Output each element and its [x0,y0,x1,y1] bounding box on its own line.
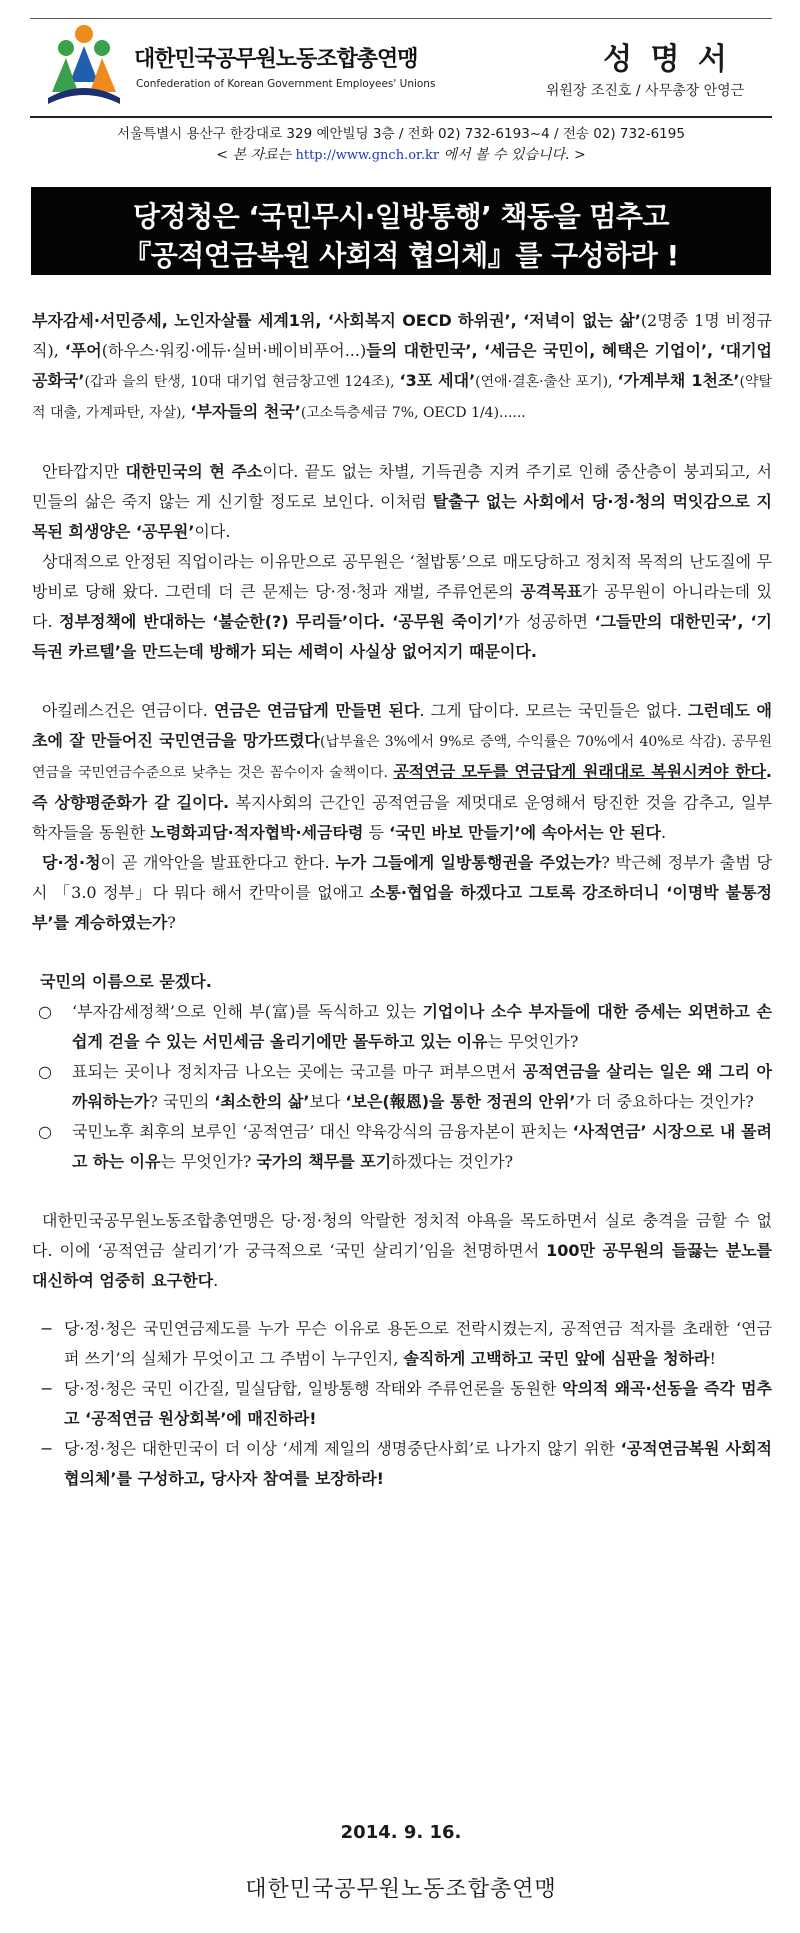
dash-bullet-icon: − [40,1379,54,1398]
text-span: (고소득층세금 7%, OECD 1/4)...... [300,405,526,421]
text-span: 공적연금을 살리는 일은 왜 그리 아까워하는가 [72,1062,772,1111]
text-span: 100만 공무원의 들끓는 분노를 대신하여 엄중히 요구한다 [32,1241,772,1290]
spacer [32,1296,772,1314]
text-span: 들의 대한민국’, [366,341,485,360]
text-span: ‘그들만의 대한민국’, ‘기득권 카르텔’을 만드는데 방해가 되는 세력이 사실상 없어지기 때문이다. [32,612,773,661]
signers: 위원장 조진호 / 사무총장 안영근 [545,83,745,99]
text-span: 부자감세·서민증세, 노인자살률 세계1위, ‘사회복지 OECD 하위권’, ‘저녁이 없는 삶’ [32,311,641,330]
text-span: . [213,1271,219,1290]
dash-bullet-icon: − [40,1319,54,1338]
text-span: ‘보은(報恩)을 통한 정권의 안위’ [345,1092,576,1111]
spacer [32,428,772,457]
paragraph-3 [32,547,772,667]
text-span: 당·정·청은 대한민국이 더 이상 ‘세계 제일의 생명중단사회’로 나가지 않기 위한 [64,1439,621,1458]
website-line [30,144,772,164]
text-span: 아킬레스건은 연금이다. [42,701,214,720]
text-span: (2명중 1명 비정규직), [32,311,772,360]
address-line: 서울특별시 용산구 한강대로 329 예안빌딩 3층 / 전화 02) 732-6193~4 / 전송 02) 732-6195 [117,126,685,142]
union-logo-icon [44,22,124,106]
spacer [32,938,772,967]
paragraph-4 [32,696,772,848]
text-span: (갑과 을의 탄생, 10대 대기업 현금창고엔 124조), [84,374,400,390]
text-span: 가 더 중요하다는 것인가? [575,1092,754,1111]
text-span: 당·정·청 [42,853,101,872]
questions-heading: 국민의 이름으로 묻겠다. [40,972,212,991]
text-span: 노령화괴담·적자협박·세금타령 [150,823,364,842]
text-span: ? 국민의 [149,1092,215,1111]
text-span: ? 박근혜 정부가 출범 당시 「3.0 정부」다 뭐다 해서 칸막이를 없애고 [32,853,772,902]
text-span: 그런데도 애초에 잘 만들어진 국민연금을 망가뜨렸다 [32,701,772,750]
text-span: ‘가계부채 1천조’ [617,371,740,390]
text-span: ‘부자들의 천국’ [190,402,301,421]
text-span: 정부정책에 반대하는 ‘불순한(?) 무리들’이다. ‘공무원 죽이기’ [59,612,505,631]
text-span: . 즉 상향평준화가 갈 길이다. [32,762,772,812]
text-span: ? [167,913,176,932]
statement-body [32,306,772,1494]
text-span: . [660,823,667,842]
circle-bullet-icon: ○ [38,1062,52,1081]
text-span: ‘부자감세정책’으로 인해 부(富)를 독식하고 있는 [72,1002,423,1021]
text-span: 가 성공하면 [504,612,595,631]
text-span: ‘3포 세대’ [399,371,476,390]
text-span: 연금은 연금답게 만들면 된다 [213,701,420,720]
demand-2 [32,1374,772,1434]
text-span: 공격목표 [520,582,583,601]
text-span: 기업이나 소수 부자들에 대한 증세는 외면하고 손쉽게 걷을 수 있는 서민세금 올리기에만 몰두하고 있는 이유 [72,1002,773,1051]
title-line-2: 『공적연금복원 사회적 협의체』를 구성하라 ! [123,239,679,272]
text-span: 국민노후 최후의 보루인 ‘공적연금’ 대신 약육강식의 금융자본이 판치는 [72,1122,573,1141]
text-span: (약탈적 대출, 가계파탄, 자살), [32,374,772,421]
text-span: 소통·협업을 하겠다고 그토록 강조하더니 ‘이명박 불통정부’를 계승하였는가 [32,883,773,932]
text-span: 악의적 왜곡·선동을 즉각 멈추고 ‘공적연금 원상회복’에 매진하라! [64,1379,772,1428]
question-3 [32,1117,772,1177]
paragraph-6 [32,1206,772,1296]
question-1 [32,997,772,1057]
spacer [32,1177,772,1206]
text-span: 이 곧 개악안을 발표한다고 한다. [100,853,336,872]
demand-1 [32,1314,772,1374]
text-span: . 그게 답이다. 모르는 국민들은 없다. [419,701,689,720]
doc-type-title: 성 명 서 [603,42,731,77]
circle-bullet-icon: ○ [38,1002,52,1021]
text-span: 상대적으로 안정된 직업이라는 이유만으로 공무원은 ‘철밥통’으로 매도당하고 정치적 목적의 난도질에 무방비로 당해 왔다. 그런데 더 큰 문제는 당·정·청과 재벌, 주류언론의 [32,552,772,601]
question-2 [32,1057,772,1117]
text-span: 탈출구 없는 사회에서 당·정·청의 먹잇감으로 지목된 희생양은 ‘공무원’ [32,492,772,541]
text-span: ‘사적연금’ 시장으로 내 몰려고 하는 이유 [72,1122,772,1171]
text-span: 하겠다는 것인가? [391,1152,514,1171]
text-span: ‘세금은 국민이, 혜택은 기업이’, ‘대기업 공화국’ [32,341,773,390]
text-span: 등 [363,823,390,842]
text-span: ‘최소한의 삶’ [214,1092,310,1111]
text-span: 이다. [194,522,231,541]
header-divider [30,116,772,118]
paragraph-2 [32,457,772,547]
text-span: 솔직하게 고백하고 국민 앞에 심판을 청하라 [403,1349,710,1368]
website-pre: < 본 자료는 [216,147,292,163]
text-span: ! [709,1349,716,1368]
text-span: 대한민국공무원노동조합총연맹은 당·정·청의 악랄한 정치적 야욕을 목도하면서 실로 충격을 금할 수 없다. 이에 ‘공적연금 살리기’가 궁극적으로 ‘국민 살리기’임을 천명하면서 [32,1211,772,1260]
statement-date: 2014. 9. 16. [340,1822,462,1843]
website-link[interactable]: http://www.gnch.or.kr [295,148,440,163]
paragraph-5 [32,848,772,938]
text-span: (연애·결혼·출산 포기), [475,374,618,390]
text-span: 안타깝지만 [42,462,126,481]
text-span: 당·정·청은 국민연금제도를 누가 무슨 이유로 용돈으로 전락시켰는지, 공적연금 적자를 초래한 ‘연금 퍼 쓰기’의 실체가 무엇이고 그 주범이 누구인지, [64,1319,772,1368]
text-span: (납부율은 3%에서 9%로 증액, 수익률은 70%에서 40%로 삭감). 공무원연금을 국민연금수준으로 낮추는 것은 꼼수이자 술책이다. [32,734,772,781]
letterhead [30,18,772,113]
org-name-ko: 대한민국공무원노동조합총연맹 [134,47,418,72]
text-span: 는 무엇인가? [160,1152,257,1171]
text-span: 공적연금 모두를 연금답게 원래대로 복원시켜야 한다 [393,762,766,781]
title-banner [31,187,771,275]
signing-organization: 대한민국공무원노동조합총연맹 [245,1877,557,1902]
text-span: 는 무엇인가? [487,1032,579,1051]
website-post: 에서 볼 수 있습니다. > [443,147,586,163]
circle-bullet-icon: ○ [38,1122,52,1141]
text-span: 복지사회의 근간인 공적연금을 제멋대로 운영해서 탕진한 것을 감추고, 일부 학자들을 동원한 [32,793,772,842]
text-span: 국가의 책무를 포기 [256,1152,392,1171]
demand-3 [32,1434,772,1494]
text-span: 보다 [309,1092,346,1111]
spacer [32,667,772,696]
title-line-1: 당정청은 ‘국민무시·일방통행’ 책동을 멈추고 [132,200,670,233]
org-name-en: Confederation of Korean Government Employees' Unions [136,78,436,90]
text-span: 대한민국의 현 주소 [125,462,263,481]
text-span: ‘공적연금복원 사회적 협의체’를 구성하고, 당사자 참여를 보장하라! [64,1439,772,1488]
paragraph-1 [32,306,772,428]
text-span: ‘국민 바보 만들기’에 속아서는 안 된다 [389,823,661,842]
text-span: 이다. 끝도 없는 차별, 기득권층 지켜 주기로 인해 중산층이 붕괴되고, 서민들의 삶은 죽지 않는 게 신기할 정도로 보인다. 이처럼 [32,462,772,511]
text-span: 표되는 곳이나 정치자금 나오는 곳에는 국고를 마구 퍼부으면서 [72,1062,523,1081]
text-span: 가 공무원이 아니라는데 있다. [32,582,772,631]
text-span: 당·정·청은 국민 이간질, 밀실담합, 일방통행 작태와 주류언론을 동원한 [64,1379,563,1398]
dash-bullet-icon: − [40,1439,54,1458]
text-span: (하우스·워킹·에듀·실버·베이비푸어...) [101,341,367,360]
text-span: ‘푸어 [64,341,102,360]
text-span: 누가 그들에게 일방통행권을 주었는가 [335,853,602,872]
